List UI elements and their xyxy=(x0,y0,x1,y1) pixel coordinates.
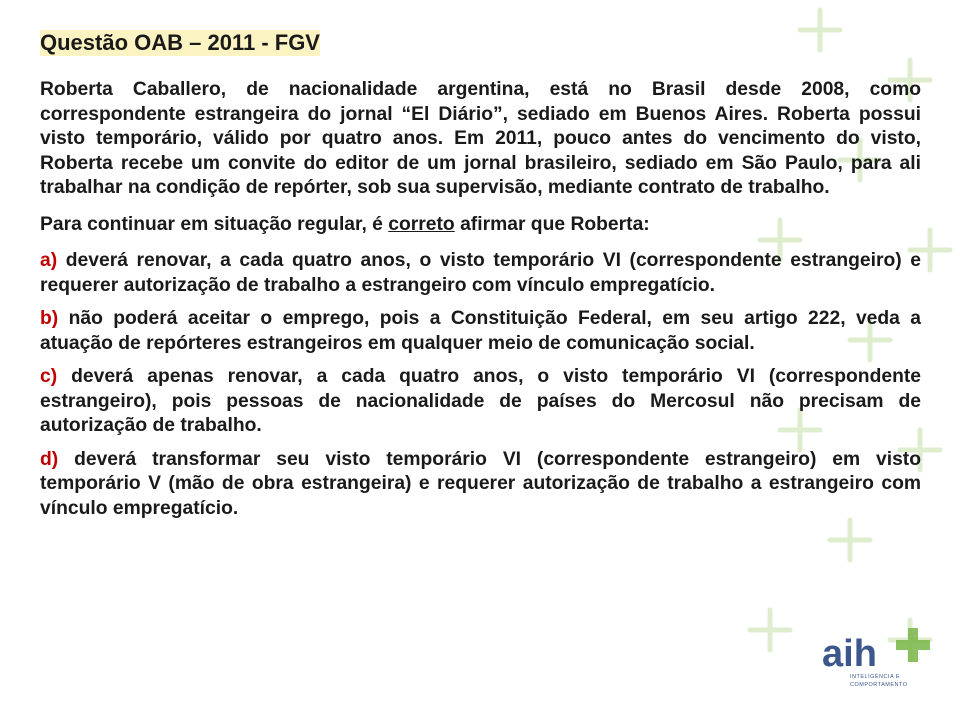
question-prompt xyxy=(40,213,921,238)
option-b[interactable] xyxy=(40,307,921,356)
option-text: não poderá aceitar o emprego, pois a Constituição Federal, em seu artigo 222, veda a atuação de repórteres estrangeiros em qualquer meio de comunicação social. xyxy=(40,308,921,354)
option-text: deverá apenas renovar, a cada quatro anos, o visto temporário VI (correspondente estrangeiro), pois pessoas de nacionalidade de países do Mercosul não precisam de autorização de trabalho. xyxy=(40,366,921,436)
option-text: deverá transformar seu visto temporário VI (correspondente estrangeiro) em visto temporário V (mão de obra estrangeira) e requerer autorização de trabalho a estrangeiro com vínculo empregatício. xyxy=(40,448,921,519)
question-prompt-emphasis: correto xyxy=(388,213,455,235)
option-text: deverá renovar, a cada quatro anos, o visto temporário VI (correspondente estrangeiro) e requerer autorização de trabalho a estrangeiro com vínculo empregatício. xyxy=(40,250,921,296)
option-letter: d) xyxy=(40,448,59,470)
page-title: Questão OAB – 2011 - FGV xyxy=(40,30,320,55)
aih-logo xyxy=(820,622,930,694)
logo-subtitle-2: COMPORTAMENTO xyxy=(850,682,908,688)
option-letter: b) xyxy=(40,308,59,329)
logo-brand: aih xyxy=(822,633,877,675)
option-letter: c) xyxy=(40,366,58,387)
question-prompt-start: Para continuar em situação regular, é xyxy=(40,213,389,235)
option-a[interactable] xyxy=(40,249,921,298)
question-prompt-end: afirmar que Roberta: xyxy=(454,213,650,235)
option-c[interactable] xyxy=(40,365,921,439)
question-statement: Roberta Caballero, de nacionalidade argentina, está no Brasil desde 2008, como correspondente estrangeira do jornal “El Diário”, sediado em Buenos Aires. Roberta possui visto temporário, válido por quatro anos. Em 2011, pouco antes do vencimento do visto, Roberta recebe um convite do editor de um jornal brasileiro, sediado em São Paulo, para ali trabalhar na condição de repórter, sob sua supervisão, mediante contrato de trabalho. xyxy=(40,79,921,198)
logo-subtitle-1: INTELIGÊNCIA E xyxy=(850,674,901,680)
slide-content xyxy=(40,30,921,530)
plus-cross-icon xyxy=(896,628,930,662)
option-letter: a) xyxy=(40,250,58,271)
option-d[interactable] xyxy=(40,448,921,522)
